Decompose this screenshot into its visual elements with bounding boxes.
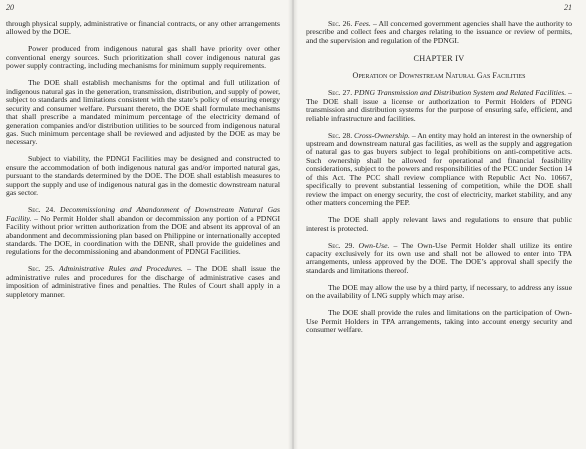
section-26: Sec. 26. Fees. – All concerned government agencies shall have the authority to prescribe and collect fees and charges relating to the issuance or review of permits, and the supervision and regulation of the PDNGI. (306, 19, 573, 45)
section-title: Cross-Ownership. (354, 130, 410, 140)
section-number: Sec. 27. (328, 88, 353, 98)
paragraph: The DOE may allow the use by a third party, if necessary, to address any issue on the availability of LNG supply which may arise. (306, 282, 572, 301)
section-25: Sec. 25. Administrative Rules and Procedures. – The DOE shall issue the administrative rules and procedures for the discharge of administrative cases and imposition of administrative fines and penalties. The Rules of Court shall apply in a suppletory manner. (6, 264, 280, 299)
section-number: Sec. 26. (328, 19, 353, 28)
left-page (0, 0, 292, 449)
page-number-right: 21 (564, 3, 572, 12)
section-number: Sec. 24. (28, 205, 56, 215)
section-title: PDNG Transmission and Distribution System and Related Facilities. (354, 88, 567, 98)
section-28: Sec. 28. Cross-Ownership. – An entity may hold an interest in the ownership of upstream and downstream natural gas facilities, as well as the supply and aggregation of natural gas to gas buyers subject to legal prohibitions on anti-competitive acts. Such ownership shall be allowed for operational and financial feasibility considerations, subject to the powers and responsibilities of the PCC under Section 14 of this Act. The PCC shall review compliance with Republic Act No. 10667, specifically to prevent substantial lessening of competition, while the DOE shall review the impact on energy security, the cost of electricity, market stability, and any other matters concerning the PEP. (306, 130, 572, 208)
page-number-left: 20 (6, 3, 14, 12)
paragraph: Power produced from indigenous natural gas shall have priority over other conventional energy sources. Such prioritization shall cover indigenous natural gas power supply contracting, including mechanisms for minimum supply requirements. (6, 44, 280, 71)
chapter-title: Operation of Downstream Natural Gas Facilities (352, 70, 526, 80)
section-title: Decommissioning and Abandonment of Downstream Natural Gas Facility. (6, 205, 281, 223)
section-title: Administrative Rules and Procedures. (59, 264, 183, 274)
section-number: Sec. 25. (28, 264, 55, 274)
chapter-heading: CHAPTER IV (413, 54, 465, 64)
book-gutter (288, 0, 298, 449)
paragraph: Subject to viability, the PDNGI Facilities may be designed and constructed to ensure the accommodation of both indigenous natural gas and/or imported natural gas, pursuant to the standards determined by the DOE. The DOE shall establish measures to support the supply and use of indigenous natural gas in the domestic downstream natural gas sector. (6, 154, 280, 198)
right-page (294, 0, 586, 449)
section-27: Sec. 27. PDNG Transmission and Distribution System and Related Facilities. – The DOE shall issue a license or authorization to Permit Holders of PDNG transmission and distribution systems for the purpose of ensuring safe, efficient, and reliable infrastructure and facilities. (306, 88, 573, 123)
section-title: Fees. (354, 19, 371, 28)
paragraph: The DOE shall apply relevant laws and regulations to ensure that public interest is protected. (306, 215, 572, 233)
section-number: Sec. 29. (328, 240, 355, 250)
paragraph: The DOE shall provide the rules and limitations on the participation of Own-Use Permit Holders in TPA arrangements, taking into account energy security and consumer welfare. (306, 308, 572, 335)
section-24: Sec. 24. Decommissioning and Abandonment of Downstream Natural Gas Facility. – No Permit Holder shall abandon or decommission any portion of a PDNGI Facility without prior written authorization from the DOE and absent its approval of an abandonment and decommissioning plan based on Philippine or internationally accepted standards. The DOE, in coordination with the DENR, shall provide the guidelines and regulations for the decommissioning and abandonment of PDNGI Facilities. (6, 205, 281, 257)
section-title: Own-Use. (358, 240, 390, 250)
paragraph: The DOE shall establish mechanisms for the optimal and full utilization of indigenous natural gas in the generation, transmission, distribution, and supply of power, subject to standards and limitations consistent with the state’s policy of ensuring energy security and consumer welfare. Pursuant thereto, the DOE shall formulate mechanisms that shall prescribe a mandated minimum percentage of the electricity demand of generation companies and/or distribution utilities to be sourced from indigenous natural gas. Such minimum percentage shall be reviewed and adjusted by the DOE as may be necessary. (6, 78, 280, 147)
paragraph: through physical supply, administrative or financial contracts, or any other arrangements allowed by the DOE. (6, 19, 280, 37)
section-number: Sec. 28. (328, 130, 353, 140)
section-29: Sec. 29. Own-Use. – The Own-Use Permit Holder shall utilize its entire capacity exclusively for its own use and shall not be allowed to enter into TPA arrangements, unless approved by the DOE. The DOE’s approval shall specify the standards and limitations thereof. (306, 240, 572, 275)
